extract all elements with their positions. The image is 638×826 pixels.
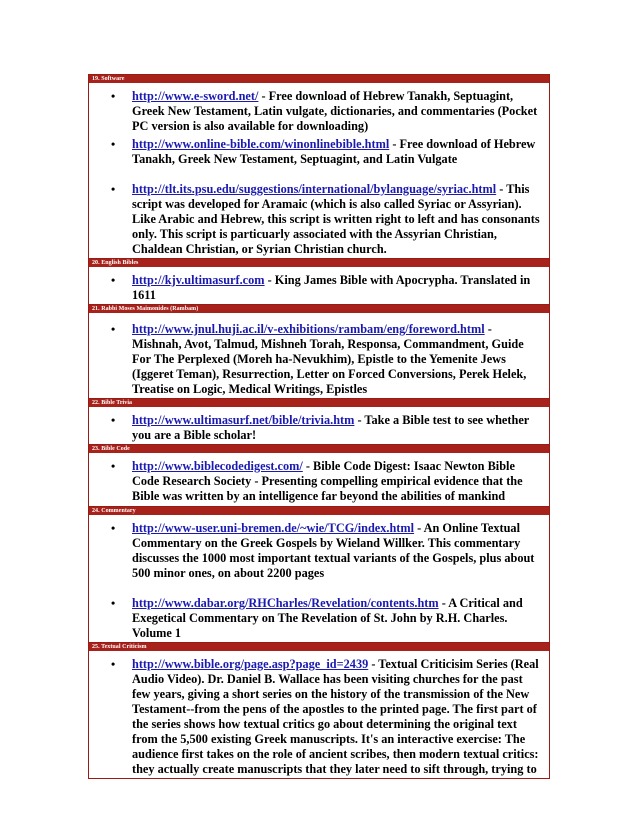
resource-link[interactable]: http://www-user.uni-bremen.de/~wie/TCG/index.html: [132, 521, 415, 535]
item-description: - Free download of Hebrew Tanakh, Septuagint, Greek New Testament, Latin vulgate, dictionaries, and commentaries (Pocket PC version is also available for downloading): [132, 89, 538, 133]
list-item: [89, 322, 549, 397]
item-description: - Take a Bible test to see whether you are a Bible scholar!: [132, 413, 530, 442]
item-description: - A Critical and Exegetical Commentary on The Revelation of St. John by R.H. Charles. Volume 1: [132, 596, 523, 640]
list-item: [89, 521, 549, 581]
resource-link[interactable]: http://www.online-bible.com/winonlinebible.html: [132, 137, 390, 151]
resource-link[interactable]: http://tlt.its.psu.edu/suggestions/international/bylanguage/syriac.html: [132, 182, 497, 196]
bullet-icon: •: [111, 596, 116, 610]
bullet-icon: •: [111, 182, 116, 196]
resource-link[interactable]: http://kjv.ultimasurf.com: [132, 273, 265, 287]
section-bible-code: [88, 445, 550, 507]
list-item: [89, 413, 549, 443]
document-body: [88, 74, 550, 779]
bullet-icon: •: [111, 322, 116, 336]
resource-link[interactable]: http://www.jnul.huji.ac.il/v-exhibitions/rambam/eng/foreword.html: [132, 322, 485, 336]
link-list: [89, 413, 549, 443]
section-header: 21. Rabbi Moses Maimonides (Rambam): [89, 305, 549, 313]
list-item: [89, 459, 549, 504]
section-bible-trivia: [88, 399, 550, 445]
resource-link[interactable]: http://www.ultimasurf.net/bible/trivia.htm: [132, 413, 355, 427]
link-list: [89, 657, 549, 777]
item-description: - Free download of Hebrew Tanakh, Greek New Testament, Septuagint, and Latin Vulgate: [132, 137, 536, 166]
section-header: 24. Commentary: [89, 507, 549, 515]
item-description: - An Online Textual Commentary on the Greek Gospels by Wieland Willker. This commentary discusses the 1000 most important textual variants of the Gospels, plus about 500 minor ones, on about 2200 pages: [132, 521, 535, 580]
section-textual-criticism: [88, 643, 550, 779]
resource-link[interactable]: http://www.e-sword.net/: [132, 89, 259, 103]
bullet-icon: •: [111, 137, 116, 151]
link-list: [89, 459, 549, 504]
bullet-icon: •: [111, 459, 116, 473]
link-list: [89, 322, 549, 397]
section-software: [88, 74, 550, 259]
list-item: [89, 182, 549, 257]
resource-link[interactable]: http://www.dabar.org/RHCharles/Revelation/contents.htm: [132, 596, 439, 610]
bullet-icon: •: [111, 657, 116, 671]
bullet-icon: •: [111, 273, 116, 287]
section-maimonides: [88, 305, 550, 399]
link-list: [89, 521, 549, 641]
list-item: [89, 89, 549, 134]
item-description: - Textual Criticisim Series (Real Audio Video). Dr. Daniel B. Wallace has been visiting churches for the past few years, giving a short series on the history of the transmission of the New Testament--from the pens of the apostles to the printed page. The first part of the series shows how textual critics go about determining the original text from the 5,500 existing Greek manuscripts. It's an interactive exercise: The audience first takes on the role of ancient scribes, then modern textual critics: they actually create manuscripts that they later need to sift through, trying to: [132, 657, 539, 776]
section-header: 23. Bible Code: [89, 445, 549, 453]
section-commentary: [88, 507, 550, 643]
section-header: 20. English Bibles: [89, 259, 549, 267]
list-item: [89, 137, 549, 167]
item-description: - This script was developed for Aramaic (which is also called Syriac or Assyrian). Like Arabic and Hebrew, this script is written right to left and has consonants only. This script is particuarly associated with the Assyrian Christian, Chaldean Christian, or Syrian Christian church.: [132, 182, 540, 256]
item-description: - King James Bible with Apocrypha. Translated in 1611: [132, 273, 531, 302]
section-header: 22. Bible Trivia: [89, 399, 549, 407]
section-header: 19. Software: [89, 75, 549, 83]
resource-link[interactable]: http://www.biblecodedigest.com/: [132, 459, 303, 473]
item-description: - Bible Code Digest: Isaac Newton Bible Code Research Society - Presenting compelling empirical evidence that the Bible was written by an intelligence far beyond the abilities of mankind: [132, 459, 523, 503]
link-list: [89, 89, 549, 257]
list-item: [89, 657, 549, 777]
link-list: [89, 273, 549, 303]
item-description: - Mishnah, Avot, Talmud, Mishneh Torah, Responsa, Commandment, Guide For The Perplexed (Moreh ha-Nevukhim), Epistle to the Yemenite Jews (Iggeret Teman), Resurrection, Letter on Forced Conversions, Perek Helek, Treatise on Logic, Medical Writings, Epistles: [132, 322, 527, 396]
bullet-icon: •: [111, 89, 116, 103]
list-item: [89, 596, 549, 641]
bullet-icon: •: [111, 521, 116, 535]
bullet-icon: •: [111, 413, 116, 427]
section-header: 25. Textual Criticism: [89, 643, 549, 651]
list-item: [89, 273, 549, 303]
section-english-bibles: [88, 259, 550, 305]
resource-link[interactable]: http://www.bible.org/page.asp?page_id=2439: [132, 657, 369, 671]
